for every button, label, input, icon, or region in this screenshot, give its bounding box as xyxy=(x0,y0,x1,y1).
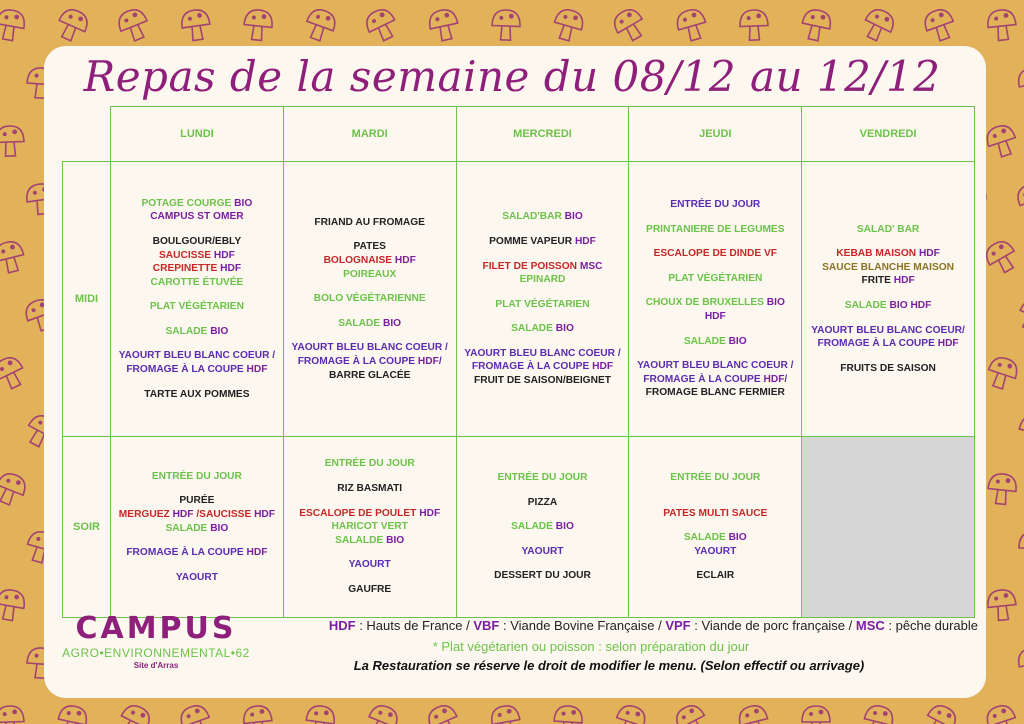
legend-text: : Viande de porc française / xyxy=(690,618,856,633)
menu-item-text: ECLAIR xyxy=(696,570,735,582)
menu-line xyxy=(288,507,452,521)
menu-line xyxy=(461,260,625,274)
spacer xyxy=(461,336,625,347)
spacer xyxy=(288,281,452,292)
weekly-menu-table xyxy=(62,106,975,618)
menu-line xyxy=(115,494,279,508)
menu-item-text: CAMPUS ST OMER xyxy=(150,211,244,223)
menu-item-text: SALADE xyxy=(511,323,556,335)
menu-line xyxy=(461,471,625,485)
menu-item-text: POMME VAPEUR xyxy=(489,235,575,247)
menu-item-text: YAOURT BLEU BLANC COEUR / FROMAGE À LA COUPE xyxy=(464,347,621,373)
menu-item-text: HDF xyxy=(704,311,726,322)
menu-item-text: HDF xyxy=(763,373,785,385)
menu-item-text: BIO xyxy=(555,521,574,533)
menu-item-text: SALADE xyxy=(511,521,556,533)
menu-line xyxy=(288,254,452,268)
corner-cell xyxy=(63,107,111,162)
spacer xyxy=(115,535,279,546)
menu-line xyxy=(288,216,452,230)
menu-item-text: YAOURT BLEU BLANC COEUR xyxy=(811,324,963,336)
meal-cell xyxy=(629,437,802,618)
menu-item-text: HDF xyxy=(172,508,194,520)
menu-line xyxy=(288,240,452,254)
row-label-midi: MIDI xyxy=(63,162,111,437)
spacer xyxy=(806,236,970,247)
spacer xyxy=(461,485,625,496)
legend-text: : Viande Bovine Française / xyxy=(499,618,666,633)
spacer xyxy=(115,560,279,571)
spacer xyxy=(461,534,625,545)
menu-line xyxy=(633,569,797,583)
menu-item-text: RIZ BASMATI xyxy=(337,483,403,495)
menu-line xyxy=(633,272,797,286)
legend-code: HDF xyxy=(328,618,356,633)
menu-item-text: CHOUX DE BRUXELLES xyxy=(645,297,767,309)
menu-line xyxy=(806,299,970,313)
menu-item-text: CREPINETTE xyxy=(152,263,221,275)
menu-line xyxy=(115,388,279,402)
menu-item-text: BIO xyxy=(564,211,583,223)
logo-site: Site d'Arras xyxy=(133,661,179,670)
menu-item-text: SALAD'BAR xyxy=(502,211,565,223)
campus-logo xyxy=(56,612,256,670)
menu-item-text: CAROTTE ÉTUVÉE xyxy=(150,276,244,288)
menu-item-text: FROMAGE BLANC FERMIER xyxy=(645,387,785,399)
menu-item-text: YAOURT xyxy=(521,545,564,557)
logo-wordmark: CAMPUS xyxy=(75,611,237,646)
menu-item-text: FRUIT DE SAISON/BEIGNET xyxy=(474,375,611,387)
menu-line xyxy=(633,545,797,559)
meal-cell xyxy=(111,437,284,618)
menu-item-text: ENTRÉE DU JOUR xyxy=(670,199,761,211)
menu-item-text: HDF xyxy=(574,235,596,247)
menu-item-text: POIREAUX xyxy=(343,268,397,280)
menu-line xyxy=(115,262,279,276)
spacer xyxy=(806,313,970,324)
spacer xyxy=(115,314,279,325)
menu-item-text: FROMAGE À LA COUPE xyxy=(817,338,938,350)
menu-item-text: SALADE xyxy=(683,532,729,544)
menu-item-text: PLAT VÉGÉTARIEN xyxy=(495,298,590,310)
labels-legend xyxy=(256,618,978,633)
menu-item-text: HDF xyxy=(592,361,614,373)
menu-item-text: ESCALOPE DE POULET xyxy=(299,507,420,519)
legend-code: MSC xyxy=(855,618,885,633)
menu-line xyxy=(633,471,797,485)
menu-item-text: BIO xyxy=(766,297,785,309)
menu-line xyxy=(115,508,279,522)
menu-item-text: BOULGOUR/EBLY xyxy=(152,235,242,247)
menu-item-text: ENTRÉE DU JOUR xyxy=(151,470,242,482)
menu-item-text: GAUFRE xyxy=(348,583,392,595)
spacer xyxy=(288,496,452,507)
menu-line xyxy=(461,569,625,583)
menu-item-text: DESSERT DU JOUR xyxy=(494,570,591,582)
meal-cell xyxy=(802,162,975,437)
menu-item-text: FROMAGE À LA COUPE xyxy=(126,547,247,559)
menu-item-text: BOLOGNAISE xyxy=(323,255,395,267)
menu-item-text: BIO xyxy=(555,323,574,335)
spacer xyxy=(288,306,452,317)
legend-code: VPF xyxy=(665,618,691,633)
menu-line xyxy=(633,310,797,324)
spacer xyxy=(633,285,797,296)
menu-item-text: BOLO VÉGÉTARIENNE xyxy=(313,293,426,305)
menu-item-text: SALADE xyxy=(683,335,729,347)
menu-item-text: PIZZA xyxy=(527,496,558,508)
menu-item-text: BIO xyxy=(210,325,229,337)
menu-item-text: / xyxy=(962,324,965,336)
menu-item-text: SAUCISSE xyxy=(158,249,214,261)
row-label-soir: SOIR xyxy=(63,437,111,618)
menu-item-text: PLAT VÉGÉTARIEN xyxy=(149,301,244,313)
spacer xyxy=(806,351,970,362)
day-header: LUNDI xyxy=(111,107,284,162)
menu-item-text: BIO xyxy=(234,197,253,209)
menu-item-text: SALADE xyxy=(165,522,211,534)
menu-item-text: ENTRÉE DU JOUR xyxy=(324,458,415,470)
spacer xyxy=(115,483,279,494)
menu-line xyxy=(461,496,625,510)
menu-item-text: / xyxy=(784,373,788,385)
menu-item-text: BIO xyxy=(210,522,229,534)
menu-line xyxy=(806,274,970,288)
legend-text: : pêche durable xyxy=(884,618,978,633)
spacer xyxy=(288,471,452,482)
menu-item-text: FRIAND AU FROMAGE xyxy=(314,216,425,228)
spacer xyxy=(806,288,970,299)
menu-line xyxy=(288,534,452,548)
meal-cell xyxy=(456,162,629,437)
spacer xyxy=(633,558,797,569)
spacer xyxy=(461,224,625,235)
menu-line xyxy=(806,223,970,237)
menu-item-text: ENTRÉE DU JOUR xyxy=(670,472,761,484)
menu-item-text: HDF xyxy=(220,263,242,275)
spacer xyxy=(461,287,625,298)
menu-item-text: BIO xyxy=(382,317,402,329)
menu-line xyxy=(288,520,452,534)
spacer xyxy=(115,338,279,349)
menu-item-text: FRITE xyxy=(861,275,894,287)
menu-item-text: MERGUEZ xyxy=(118,508,173,520)
menu-line xyxy=(806,324,970,351)
menu-line xyxy=(633,507,797,521)
menu-line xyxy=(288,317,452,331)
spacer xyxy=(633,324,797,335)
spacer xyxy=(633,348,797,359)
menu-item-text: ESCALOPE DE DINDE VF xyxy=(653,248,777,260)
menu-line xyxy=(115,235,279,249)
menu-item-text: COURGE xyxy=(186,197,235,209)
menu-item-text: YAOURT BLEU BLANC COEUR / FROMAGE À LA COUPE xyxy=(118,350,276,376)
menu-line xyxy=(288,341,452,382)
menu-item-text: YAOURT xyxy=(348,559,391,571)
day-header: MERCREDI xyxy=(456,107,629,162)
menu-line xyxy=(115,349,279,376)
menu-line xyxy=(115,249,279,263)
meal-cell xyxy=(283,437,456,618)
menu-line xyxy=(115,197,279,211)
menu-line xyxy=(633,359,797,400)
menu-item-text: HDF xyxy=(918,248,940,260)
menu-line xyxy=(633,296,797,310)
menu-item-text: FILET DE POISSON xyxy=(482,260,580,272)
menu-item-text: KEBAB MAISON xyxy=(836,248,919,260)
meal-cell xyxy=(283,162,456,437)
menu-item-text: BARRE GLACÉE xyxy=(328,369,411,381)
menu-item-text: FRUITS DE SAISON xyxy=(840,362,936,374)
menu-item-text: BIO xyxy=(889,300,911,311)
menu-item-text: PURÉE xyxy=(179,495,215,507)
spacer xyxy=(633,496,797,507)
menu-line xyxy=(806,247,970,261)
menu-item-text: SALADE xyxy=(338,317,383,329)
spacer xyxy=(115,377,279,388)
menu-item-text: SAUCE BLANCHE MAISON xyxy=(822,261,955,273)
menu-line xyxy=(288,482,452,496)
legend-text: : Hauts de France / xyxy=(355,618,474,633)
menu-item-text: YAOURT BLEU BLANC COEUR / FROMAGE À LA COUPE xyxy=(637,360,794,385)
meal-cell xyxy=(456,437,629,618)
spacer xyxy=(633,212,797,223)
midi-row xyxy=(63,162,975,437)
spacer xyxy=(633,261,797,272)
menu-line xyxy=(115,325,279,339)
menu-line xyxy=(461,273,625,287)
menu-item-text: YAOURT xyxy=(175,571,218,583)
menu-line xyxy=(115,300,279,314)
day-header-row xyxy=(63,107,975,162)
menu-item-text: POTAGE xyxy=(141,197,187,209)
menu-item-text: BIO xyxy=(728,532,747,544)
menu-line xyxy=(461,298,625,312)
menu-item-text: BIO xyxy=(728,335,747,347)
menu-line xyxy=(633,198,797,212)
spacer xyxy=(288,572,452,583)
menu-disclaimer: La Restauration se réserve le droit de modifier le menu. (Selon effectif ou arrivage) xyxy=(353,658,865,673)
menu-item-text: ENTRÉE DU JOUR xyxy=(497,472,588,484)
menu-item-text: HDF xyxy=(910,300,932,311)
menu-line xyxy=(461,347,625,374)
menu-line xyxy=(115,546,279,560)
menu-item-text: SALADE xyxy=(844,300,890,311)
day-header: MARDI xyxy=(283,107,456,162)
menu-line xyxy=(461,210,625,224)
menu-item-text: PATES xyxy=(353,241,386,253)
menu-line xyxy=(115,470,279,484)
menu-item-text: YAOURT xyxy=(694,545,737,557)
menu-item-text: PATES MULTI SAUCE xyxy=(663,507,768,519)
menu-item-text: HARICOT VERT xyxy=(331,521,408,533)
spacer xyxy=(461,509,625,520)
menu-item-text: HDF xyxy=(254,508,276,520)
menu-item-text: /SAUCISSE xyxy=(193,508,255,520)
closed-cell xyxy=(802,437,975,618)
menu-item-text: HDF xyxy=(213,249,235,261)
spacer xyxy=(288,229,452,240)
meal-cell xyxy=(111,162,284,437)
menu-line xyxy=(633,247,797,261)
day-header: VENDREDI xyxy=(802,107,975,162)
spacer xyxy=(461,558,625,569)
menu-item-text: HDF xyxy=(937,338,959,350)
spacer xyxy=(115,289,279,300)
menu-line xyxy=(461,322,625,336)
menu-line xyxy=(115,210,279,224)
menu-line xyxy=(288,268,452,282)
logo-subtitle: AGRO•ENVIRONNEMENTAL•62 xyxy=(62,646,250,660)
menu-item-text: HDF xyxy=(246,547,268,559)
meal-cell xyxy=(629,162,802,437)
menu-line xyxy=(633,335,797,349)
menu-line xyxy=(115,571,279,585)
menu-item-text: SALALDE xyxy=(335,534,387,546)
menu-item-text: MSC xyxy=(579,260,603,272)
legend-code: VBF xyxy=(473,618,500,633)
menu-line xyxy=(806,362,970,376)
soir-row xyxy=(63,437,975,618)
menu-item-text: / xyxy=(438,355,442,367)
menu-item-text: PLAT VÈGÉTARIEN xyxy=(668,272,763,284)
menu-line xyxy=(633,223,797,237)
page-title: Repas de la semaine du 08/12 au 12/12 xyxy=(83,52,941,101)
menu-line xyxy=(288,558,452,572)
menu-line xyxy=(461,235,625,249)
menu-item-text: HDF xyxy=(394,255,416,267)
spacer xyxy=(633,485,797,496)
menu-item-text: HDF xyxy=(893,275,915,287)
menu-line xyxy=(806,261,970,275)
spacer xyxy=(633,236,797,247)
menu-line xyxy=(288,292,452,306)
menu-line xyxy=(461,545,625,559)
menu-item-text: HDF xyxy=(419,507,441,519)
menu-line xyxy=(461,374,625,388)
spacer xyxy=(461,249,625,260)
spacer xyxy=(288,547,452,558)
menu-line xyxy=(461,520,625,534)
menu-item-text: HDF xyxy=(417,355,439,367)
menu-item-text: BIO xyxy=(386,534,405,546)
spacer xyxy=(461,311,625,322)
menu-item-text: SALAD' BAR xyxy=(856,223,920,235)
menu-line xyxy=(115,522,279,536)
spacer xyxy=(288,330,452,341)
menu-line xyxy=(115,276,279,290)
menu-item-text: YAOURT BLEU BLANC COEUR / FROMAGE À LA COUPE xyxy=(291,342,448,367)
menu-item-text: TARTE AUX POMMES xyxy=(144,388,250,400)
day-header: JEUDI xyxy=(629,107,802,162)
spacer xyxy=(633,520,797,531)
vegetarian-note: * Plat végétarien ou poisson : selon préparation du jour xyxy=(432,639,750,654)
menu-item-text: SALADE xyxy=(165,325,211,337)
menu-line xyxy=(288,457,452,471)
menu-item-text: PRINTANIERE DE LEGUMES xyxy=(646,223,785,235)
menu-item-text: EPINARD xyxy=(519,274,566,286)
menu-line xyxy=(633,531,797,545)
menu-line xyxy=(288,583,452,597)
spacer xyxy=(115,224,279,235)
menu-item-text: HDF xyxy=(246,364,268,376)
